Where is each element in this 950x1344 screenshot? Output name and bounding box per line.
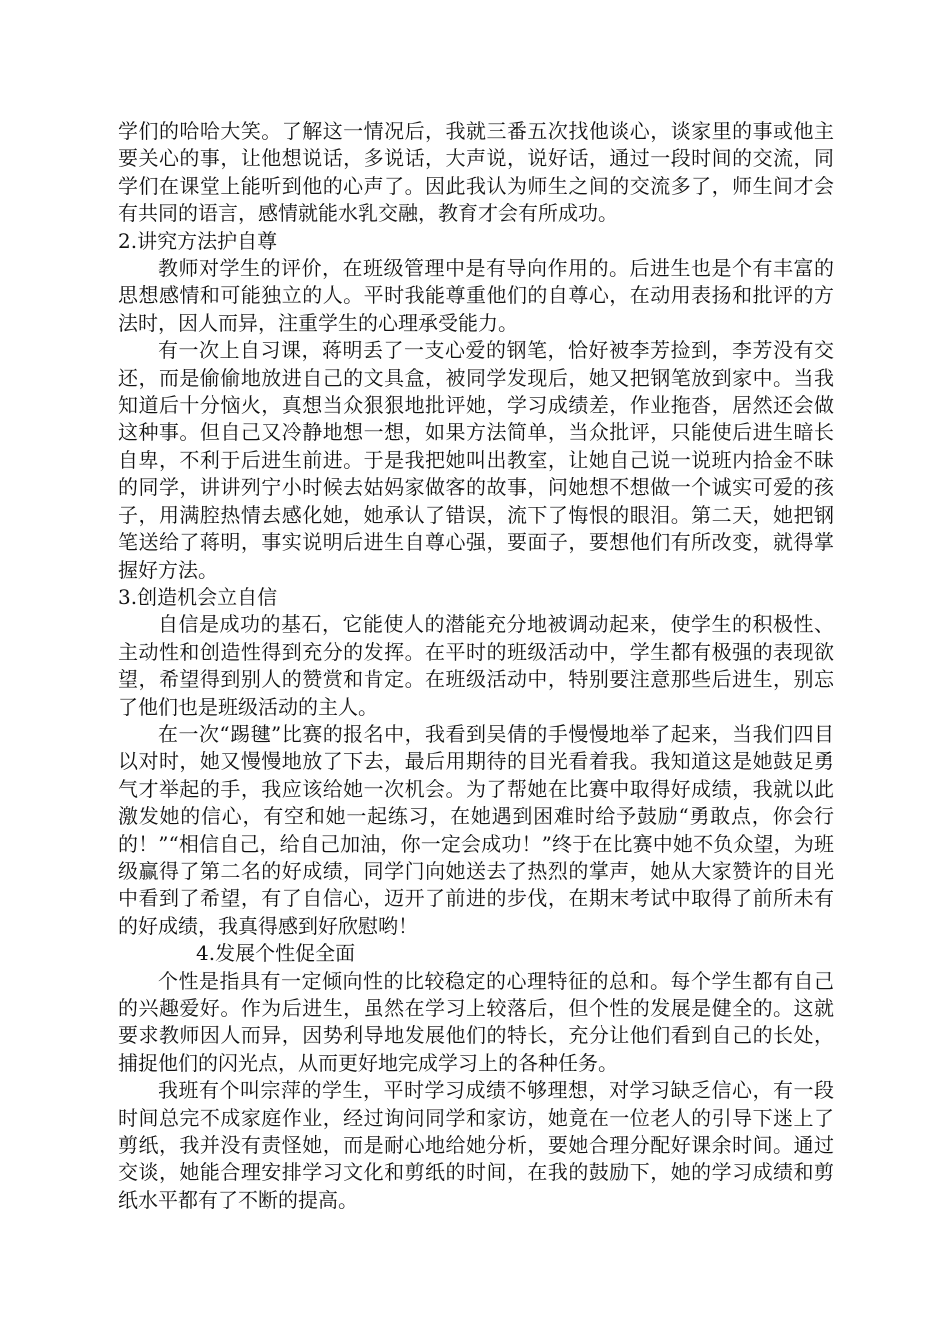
paragraph: 我班有个叫宗萍的学生，平时学习成绩不够理想，对学习缺乏信心，有一段时间总完不成家庭作业，经过询问同学和家访，她竟在一位老人的引导下迷上了剪纸，我并没有责怪她，而是耐心地给她分析，要她合理分配好课余时间。通过交谈，她能合理安排学习文化和剪纸的时间，在我的鼓励下，她的学习成绩和剪纸水平都有了不断的提高。: [118, 1078, 834, 1212]
section-heading-2: 2.讲究方法护自尊: [118, 228, 278, 253]
paragraph-continuation: 学们的哈哈大笑。了解这一情况后，我就三番五次找他谈心，谈家里的事或他主要关心的事，让他想说话，多说话，大声说，说好话，通过一段时间的交流，同学们在课堂上能听到他的心声了。因此我认为师生之间的交流多了，师生间才会有共同的语言，感情就能水乳交融，教育才会有所成功。: [118, 119, 834, 226]
paragraph: 在一次“踢毽”比赛的报名中，我看到吴倩的手慢慢地举了起来，当我们四目以对时，她又慢慢地放了下去，最后用期待的目光看着我。我知道这是她鼓足勇气才举起的手，我应该给她一次机会。为了帮她在比赛中取得好成绩，我就以此激发她的信心，有空和她一起练习，在她遇到困难时给予鼓励“勇敢点，你会行的！”“相信自己，给自己加油，你一定会成功！”终于在比赛中她不负众望，为班级赢得了第二名的好成绩，同学门向她送去了热烈的掌声，她从大家赞许的目光中看到了希望，有了自信心，迈开了前进的步伐，在期末考试中取得了前所未有的好成绩，我真得感到好欣慰哟！: [118, 721, 834, 938]
section-heading-4: 4.发展个性促全面: [196, 941, 356, 966]
paragraph: 个性是指具有一定倾向性的比较稳定的心理特征的总和。每个学生都有自己的兴趣爱好。作为后进生，虽然在学习上较落后，但个性的发展是健全的。这就要求教师因人而异，因势利导地发展他们的特长，充分让他们看到自己的长处，捕捉他们的闪光点，从而更好地完成学习上的各种任务。: [118, 968, 834, 1075]
paragraph: 有一次上自习课，蒋明丢了一支心爱的钢笔，恰好被李芳捡到，李芳没有交还，而是偷偷地放进自己的文具盒，被同学发现后，她又把钢笔放到家中。当我知道后十分恼火，真想当众狠狠地批评她，学习成绩差，作业拖沓，居然还会做这种事。但自己又冷静地想一想，如果方法简单，当众批评，只能使后进生暗长自卑，不利于后进生前进。于是我把她叫出教室，让她自己说一说班内拾金不昧的同学，讲讲列宁小时候去姑妈家做客的故事，问她想不想做一个诚实可爱的孩子，用满腔热情去感化她，她承认了错误，流下了悔恨的眼泪。第二天，她把钢笔送给了蒋明，事实说明后进生自尊心强，要面子，要想他们有所改变，就得掌握好方法。: [118, 338, 834, 582]
paragraph: 教师对学生的评价，在班级管理中是有导向作用的。后进生也是个有丰富的思想感情和可能独立的人。平时我能尊重他们的自尊心，在动用表扬和批评的方法时，因人而异，注重学生的心理承受能力。: [118, 256, 834, 335]
document-page: [118, 118, 834, 1214]
section-heading-3: 3.创造机会立自信: [118, 584, 278, 609]
paragraph: 自信是成功的基石，它能使人的潜能充分地被调动起来，使学生的积极性、主动性和创造性得到充分的发挥。在平时的班级活动中，学生都有极强的表现欲望，希望得到别人的赞赏和肯定。在班级活动中，特别要注意那些后进生，别忘了他们也是班级活动的主人。: [118, 612, 834, 719]
